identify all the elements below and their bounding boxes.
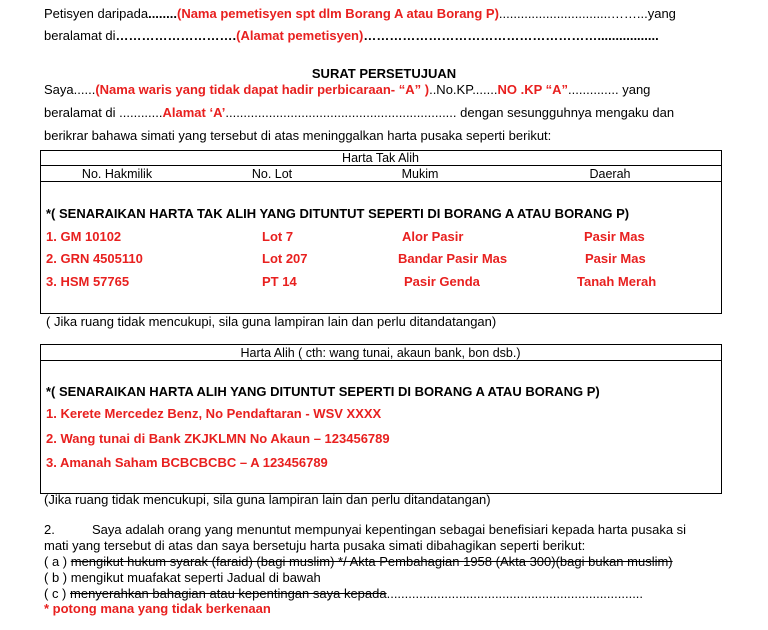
table-row: 2. GRN 4505110: [46, 251, 143, 266]
table-cell: Pasir Genda: [404, 274, 480, 289]
divider: [40, 360, 721, 361]
section-2-number: 2.: [44, 522, 55, 537]
petitioner-address-placeholder: (Alamat pemetisyen): [236, 28, 364, 43]
immovable-table-title: Harta Tak Alih: [342, 151, 419, 165]
table-cell: Pasir Mas: [584, 229, 645, 244]
intro-line-2: beralamat di ............Alamat ‘A’................................................................ dengan sesungguhnya mengaku dan: [44, 105, 675, 120]
col-header-mukim: Mukim: [401, 167, 439, 181]
table-cell: Bandar Pasir Mas: [398, 251, 508, 266]
intro-line-3: berikrar bahawa simati yang tersebut di atas meninggalkan harta pusaka seperti berikut:: [44, 128, 552, 143]
divider: [40, 165, 721, 166]
list-item: 3. Amanah Saham BCBCBCBC – A 123456789: [46, 455, 328, 470]
col-header-lot-no: No. Lot: [251, 167, 293, 181]
heir-ic-placeholder: NO .KP “A”: [497, 82, 569, 97]
section-2-line-2: mati yang tersebut di atas dan saya bersetuju harta pusaka simati dibahagikan seperti berikut:: [44, 538, 586, 553]
strike-note: * potong mana yang tidak berkenaan: [44, 601, 271, 616]
heir-name-placeholder: (Nama waris yang tidak dapat hadir perbicaraan- “A” ): [95, 82, 430, 97]
movable-footnote: (Jika ruang tidak mencukupi, sila guna lampiran lain dan perlu ditandatangan): [44, 492, 491, 507]
intro-line-1: Saya......(Nama waris yang tidak dapat hadir perbicaraan- “A” )..No.KP.......NO .KP “A”.............. yang: [44, 82, 651, 97]
table-cell: Alor Pasir: [402, 229, 464, 244]
col-header-daerah: Daerah: [589, 167, 631, 181]
immovable-instruction: *( SENARAIKAN HARTA TAK ALIH YANG DITUNTUT SEPERTI DI BORANG A ATAU BORANG P): [46, 206, 630, 221]
table-cell: Tanah Merah: [577, 274, 657, 289]
list-item: 1. Kerete Mercedez Benz, No Pendaftaran - WSV XXXX: [46, 406, 382, 421]
document-title: SURAT PERSETUJUAN: [311, 66, 457, 81]
option-c: ( c ) menyerahkan bahagian atau kepentingan saya kepada.......................................................................: [44, 586, 644, 601]
list-item: 2. Wang tunai di Bank ZKJKLMN No Akaun – 123456789: [46, 431, 390, 446]
table-cell: Lot 207: [262, 251, 308, 266]
petitioner-address-line: beralamat di……………………….(Alamat pemetisyen)……………………………………………….................: [44, 28, 659, 43]
option-a: ( a ) mengikut hukum syarak (faraid) (bagi muslim) */ Akta Pembahagian 1958 (Akta 300)(bagi bukan muslim): [44, 554, 673, 569]
petition-from-line: Petisyen daripada........(Nama pemetisyen spt dlm Borang A atau Borang P)...............................……...yang: [44, 6, 676, 21]
table-cell: PT 14: [262, 274, 297, 289]
petitioner-name-placeholder: (Nama pemetisyen spt dlm Borang A atau Borang P): [176, 6, 499, 21]
table-cell: Lot 7: [262, 229, 294, 244]
immovable-footnote: ( Jika ruang tidak mencukupi, sila guna lampiran lain dan perlu ditandatangan): [46, 314, 497, 329]
table-row: 3. HSM 57765: [46, 274, 130, 289]
option-b: ( b ) mengikut muafakat seperti Jadual di bawah: [44, 570, 321, 585]
divider: [40, 181, 721, 182]
table-row: 1. GM 10102: [46, 229, 122, 244]
section-2-line-1: Saya adalah orang yang menuntut mempunyai kepentingan sebagai benefisiari kepada harta pusaka si: [92, 522, 687, 537]
table-cell: Pasir Mas: [585, 251, 646, 266]
heir-address-placeholder: Alamat ‘A’: [162, 105, 226, 120]
col-header-title-no: No. Hakmilik: [81, 167, 153, 181]
movable-table-title: Harta Alih ( cth: wang tunai, akaun bank, bon dsb.): [240, 346, 521, 360]
movable-instruction: *( SENARAIKAN HARTA ALIH YANG DITUNTUT SEPERTI DI BORANG A ATAU BORANG P): [46, 384, 600, 399]
